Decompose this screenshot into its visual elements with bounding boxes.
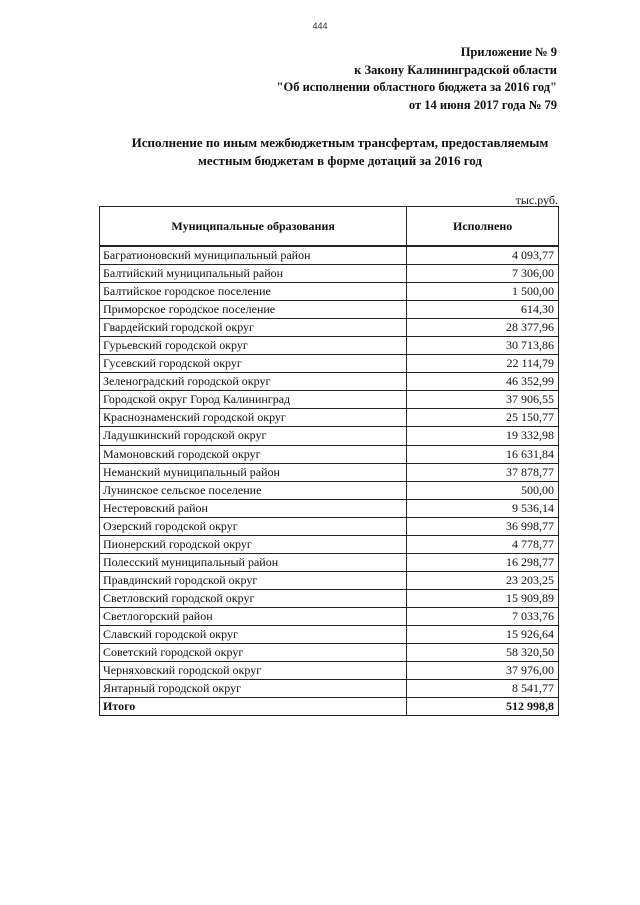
table-row [100, 265, 559, 283]
table-row [100, 463, 559, 481]
municipality-name: Приморское городское поселение [100, 301, 407, 319]
table-total-row [100, 698, 559, 716]
table-row [100, 517, 559, 535]
table-row [100, 409, 559, 427]
municipality-name: Балтийское городское поселение [100, 283, 407, 301]
table-row [100, 625, 559, 643]
page-number: 444 [312, 21, 328, 31]
budget-table [99, 206, 559, 716]
municipality-name: Советский городской округ [100, 644, 407, 662]
table-row [100, 246, 559, 265]
municipality-name: Озерский городской округ [100, 517, 407, 535]
appendix-header [277, 44, 557, 114]
table-row [100, 662, 559, 680]
municipality-name: Славский городской округ [100, 625, 407, 643]
table-row [100, 644, 559, 662]
table-row [100, 589, 559, 607]
executed-value: 16 298,77 [407, 553, 559, 571]
header-executed: Исполнено [407, 207, 559, 247]
municipality-name: Городской округ Город Калининград [100, 391, 407, 409]
executed-value: 37 906,55 [407, 391, 559, 409]
executed-value: 30 713,86 [407, 337, 559, 355]
executed-value: 37 976,00 [407, 662, 559, 680]
table-row [100, 680, 559, 698]
executed-value: 25 150,77 [407, 409, 559, 427]
table-row [100, 571, 559, 589]
executed-value: 614,30 [407, 301, 559, 319]
table-row [100, 499, 559, 517]
executed-value: 16 631,84 [407, 445, 559, 463]
table-header-row [100, 207, 559, 247]
document-title [80, 134, 600, 170]
municipality-name: Неманский муниципальный район [100, 463, 407, 481]
executed-value: 58 320,50 [407, 644, 559, 662]
municipality-name: Нестеровский район [100, 499, 407, 517]
table-row [100, 481, 559, 499]
municipality-name: Гвардейский городской округ [100, 319, 407, 337]
municipality-name: Зеленоградский городской округ [100, 373, 407, 391]
municipality-name: Гурьевский городской округ [100, 337, 407, 355]
executed-value: 500,00 [407, 481, 559, 499]
table-row [100, 337, 559, 355]
municipality-name: Правдинский городской округ [100, 571, 407, 589]
executed-value: 7 033,76 [407, 607, 559, 625]
title-line-2: местным бюджетам в форме дотаций за 2016 год [198, 153, 482, 168]
total-label: Итого [100, 698, 407, 716]
municipality-name: Янтарный городской округ [100, 680, 407, 698]
executed-value: 4 778,77 [407, 535, 559, 553]
executed-value: 46 352,99 [407, 373, 559, 391]
appendix-number: Приложение № 9 [460, 45, 557, 59]
municipality-name: Краснознаменский городской округ [100, 409, 407, 427]
header-municipality: Муниципальные образования [100, 207, 407, 247]
unit-label: тыс.руб. [515, 193, 558, 207]
executed-value: 37 878,77 [407, 463, 559, 481]
table-row [100, 373, 559, 391]
total-value: 512 998,8 [407, 698, 559, 716]
table-row [100, 355, 559, 373]
table-row [100, 445, 559, 463]
executed-value: 1 500,00 [407, 283, 559, 301]
municipality-name: Багратионовский муниципальный район [100, 246, 407, 265]
executed-value: 8 541,77 [407, 680, 559, 698]
executed-value: 28 377,96 [407, 319, 559, 337]
municipality-name: Светловский городской округ [100, 589, 407, 607]
appendix-law-date: от 14 июня 2017 года № 79 [408, 97, 557, 112]
municipality-name: Пионерский городской округ [100, 535, 407, 553]
municipality-name: Гусевский городской округ [100, 355, 407, 373]
executed-value: 15 909,89 [407, 589, 559, 607]
executed-value: 7 306,00 [407, 265, 559, 283]
municipality-name: Лунинское сельское поселение [100, 481, 407, 499]
executed-value: 36 998,77 [407, 517, 559, 535]
executed-value: 4 093,77 [407, 246, 559, 265]
executed-value: 9 536,14 [407, 499, 559, 517]
appendix-law: к Закону Калининградской области [354, 62, 557, 77]
table-row [100, 283, 559, 301]
municipality-name: Черняховский городской округ [100, 662, 407, 680]
table-row [100, 535, 559, 553]
table-row [100, 301, 559, 319]
executed-value: 19 332,98 [407, 427, 559, 445]
executed-value: 22 114,79 [407, 355, 559, 373]
municipality-name: Ладушкинский городской округ [100, 427, 407, 445]
table-row [100, 391, 559, 409]
municipality-name: Мамоновский городской округ [100, 445, 407, 463]
table-row [100, 427, 559, 445]
executed-value: 23 203,25 [407, 571, 559, 589]
municipality-name: Светлогорский район [100, 607, 407, 625]
table-row [100, 319, 559, 337]
executed-value: 15 926,64 [407, 625, 559, 643]
municipality-name: Балтийский муниципальный район [100, 265, 407, 283]
title-line-1: Исполнение по иным межбюджетным трансфертам, предоставляемым [131, 135, 549, 150]
municipality-name: Полесский муниципальный район [100, 553, 407, 571]
appendix-law-title: "Об исполнении областного бюджета за 2016 год" [276, 80, 557, 94]
table-row [100, 607, 559, 625]
table-row [100, 553, 559, 571]
